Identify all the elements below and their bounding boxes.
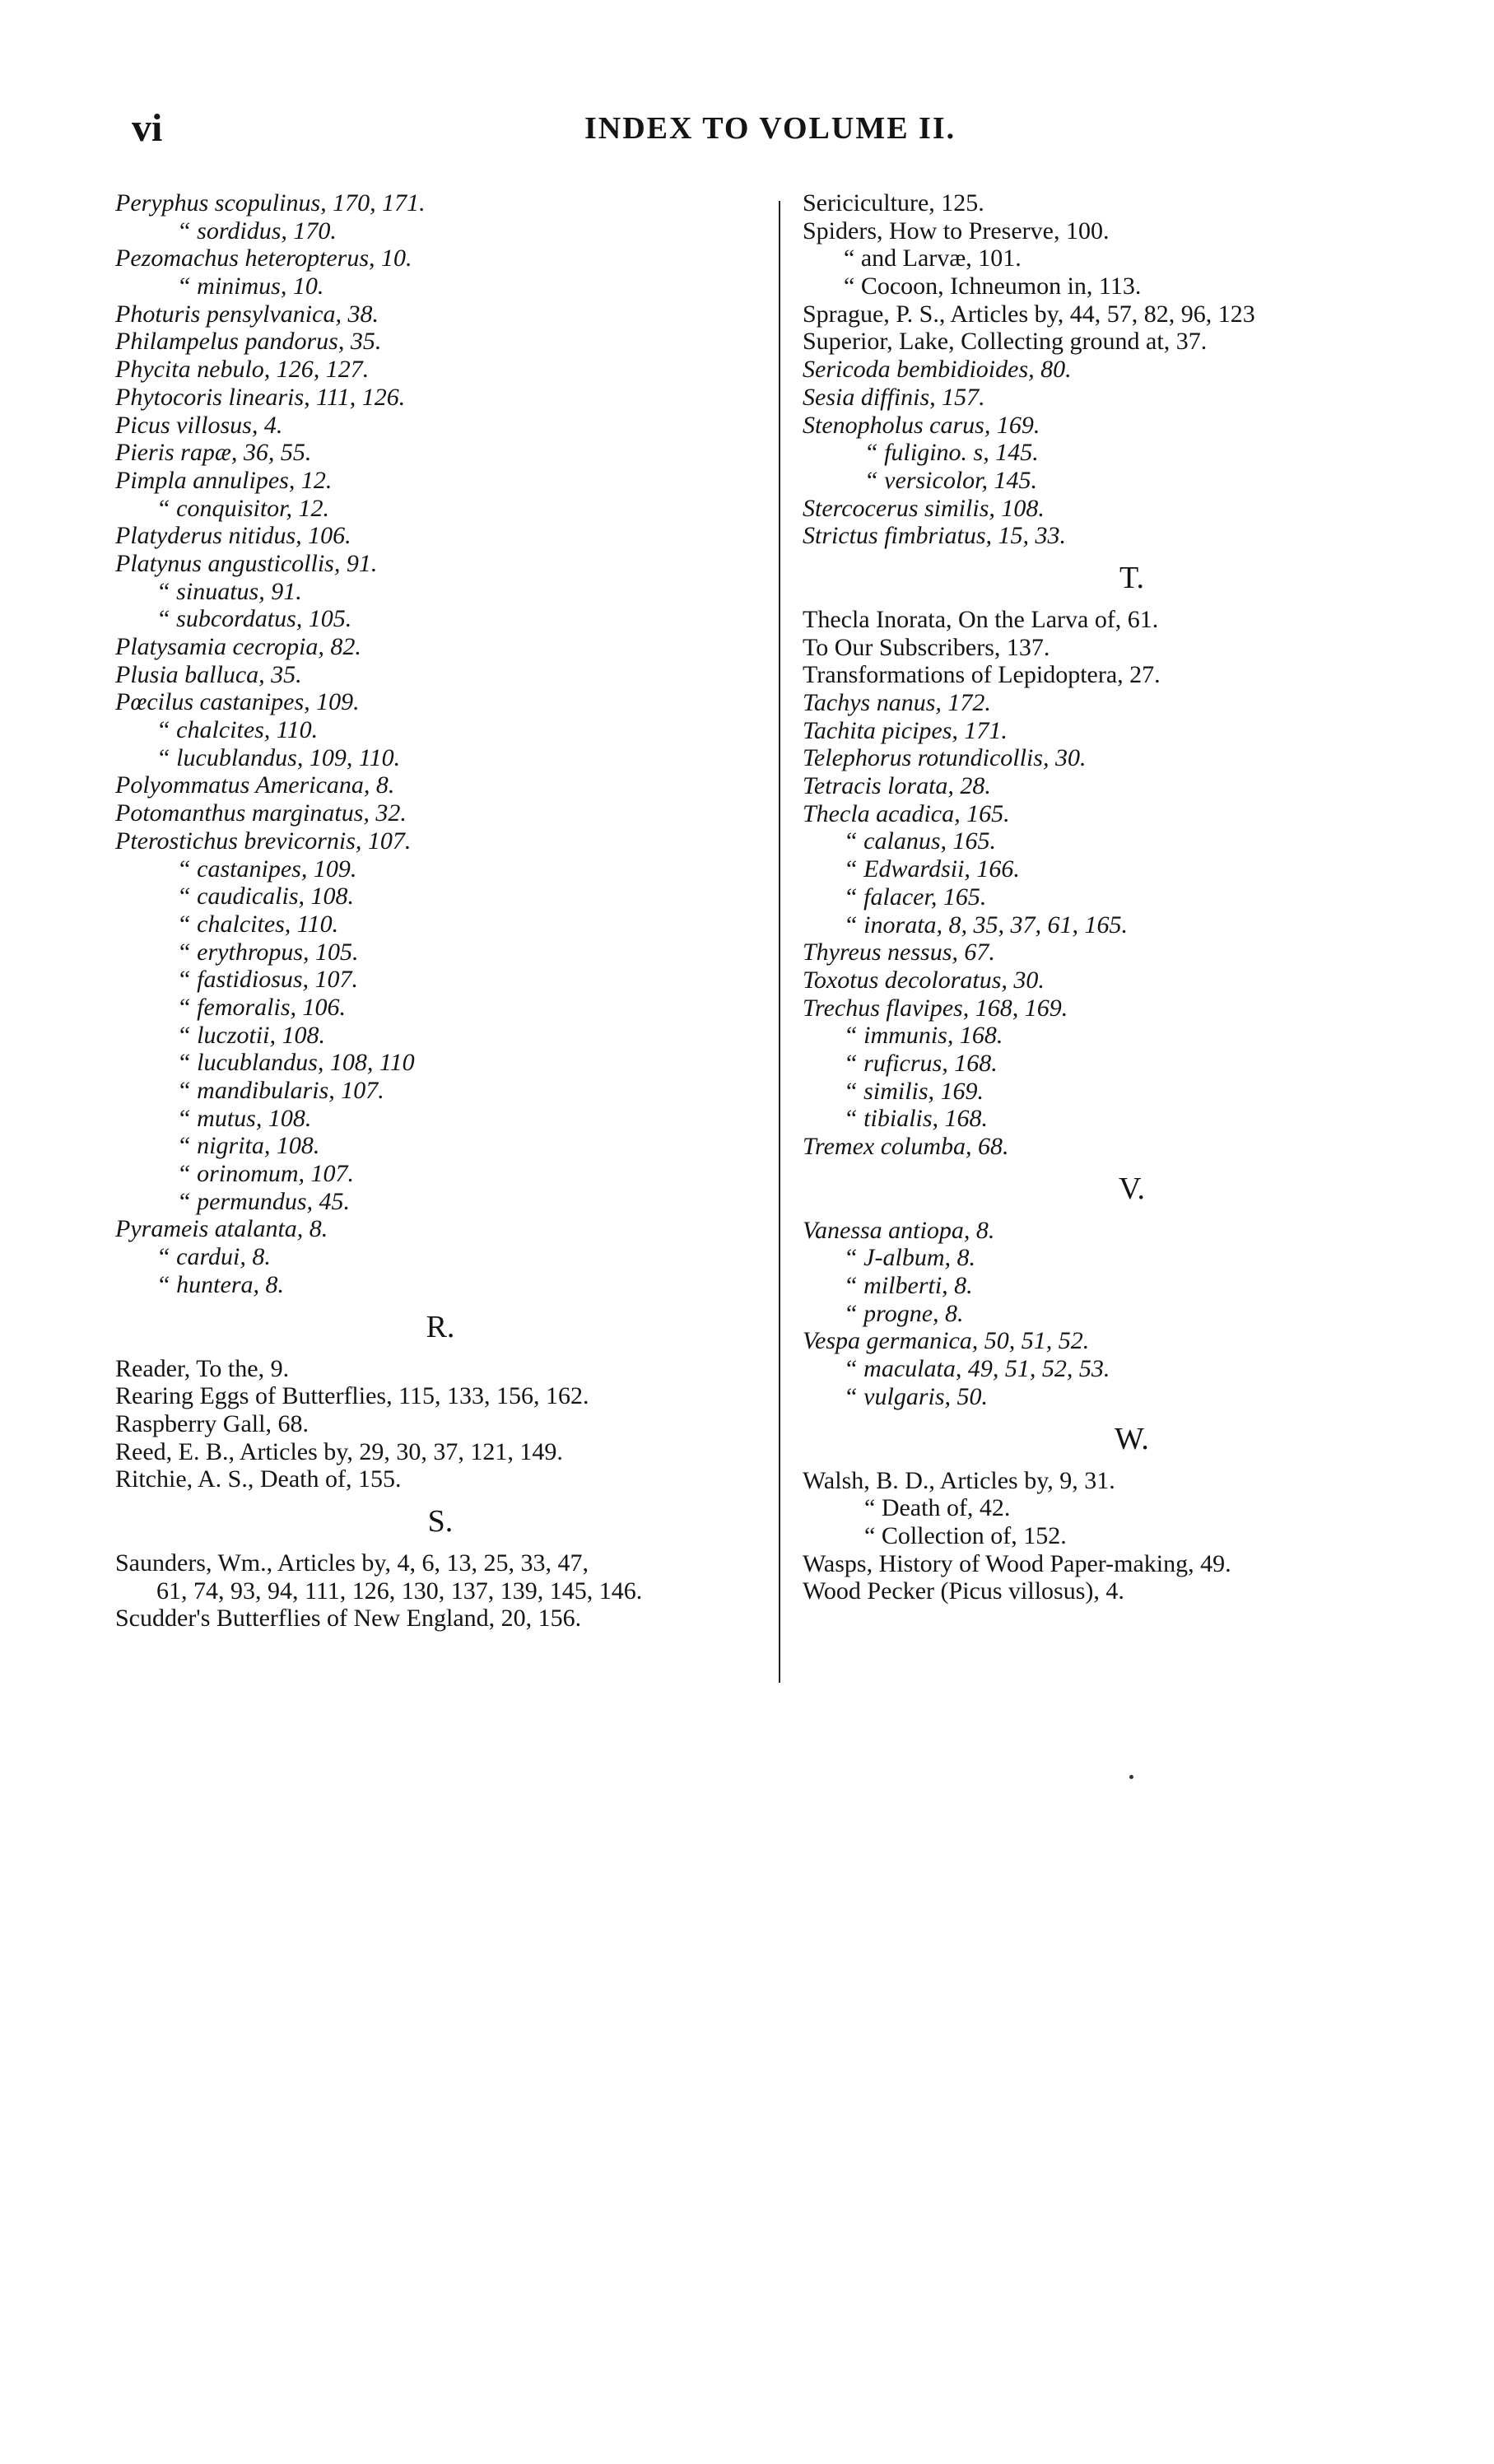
index-group-p (115, 189, 766, 1299)
index-entry: Pœcilus castanipes, 109. (115, 688, 360, 716)
index-entry: Tachys nanus, 172. (803, 689, 991, 716)
index-group-r (115, 1355, 766, 1493)
index-entry: Walsh, B. D., Articles by, 9, 31. (803, 1466, 1115, 1494)
index-group-t (803, 606, 1461, 1161)
index-entry: “ chalcites, 110. (177, 910, 339, 938)
index-entry: “ J-album, 8. (844, 1244, 975, 1272)
index-entry: “ progne, 8. (844, 1299, 964, 1327)
index-entry: Platysamia cecropia, 82. (115, 633, 361, 660)
index-entry: To Our Subscribers, 137. (803, 633, 1050, 661)
index-entry: “ lucublandus, 108, 110 (177, 1049, 415, 1077)
index-entry: “ nigrita, 108. (177, 1132, 320, 1160)
index-entry: “ chalcites, 110. (156, 716, 319, 744)
index-entry: Tachita picipes, 171. (803, 716, 1008, 744)
section-heading-w: W. (1115, 1421, 1149, 1456)
index-group-s (115, 1549, 766, 1633)
index-entry: “ erythropus, 105. (177, 938, 359, 966)
index-entry: “ caudicalis, 108. (177, 883, 354, 911)
index-entry: “ Edwardsii, 166. (844, 855, 1020, 883)
index-entry: Potomanthus marginatus, 32. (115, 799, 407, 827)
index-entry: Wood Pecker (Picus villosus), 4. (803, 1577, 1124, 1605)
index-entry: “ femoralis, 106. (177, 993, 347, 1021)
index-entry: “ mutus, 108. (177, 1104, 312, 1132)
index-entry: Sericoda bembidioides, 80. (803, 356, 1072, 384)
running-title: INDEX TO VOLUME II. (584, 111, 956, 146)
index-entry: Platynus angusticollis, 91. (115, 549, 378, 577)
index-entry: Transformations of Lepidoptera, 27. (803, 661, 1161, 689)
index-entry: “ Death of, 42. (864, 1494, 1011, 1522)
index-entry: Thecla acadica, 165. (803, 799, 1010, 827)
index-entry: Photuris pensylvanica, 38. (115, 300, 379, 328)
column-divider (779, 201, 780, 1683)
index-entry: Peryphus scopulinus, 170, 171. (115, 189, 426, 217)
index-entry: “ minimus, 10. (177, 272, 324, 300)
section-heading-t: T. (1119, 560, 1144, 595)
index-entry: “ maculata, 49, 51, 52, 53. (844, 1355, 1110, 1383)
index-entry: “ permundus, 45. (177, 1187, 351, 1215)
index-entry: Sericiculture, 125. (803, 189, 984, 217)
index-entry: Trechus flavipes, 168, 169. (803, 994, 1068, 1022)
index-entry: Plusia balluca, 35. (115, 660, 302, 688)
index-entry: 61, 74, 93, 94, 111, 126, 130, 137, 139, 145, 146. (156, 1577, 643, 1605)
index-entry: “ falacer, 165. (844, 883, 987, 911)
index-entry: “ mandibularis, 107. (177, 1077, 384, 1104)
section-heading-s: S. (427, 1503, 454, 1539)
index-entry: “ ruficrus, 168. (844, 1049, 998, 1077)
index-entry: “ similis, 169. (844, 1077, 984, 1105)
index-entry: “ conquisitor, 12. (156, 494, 330, 522)
section-heading-r: R. (426, 1309, 455, 1344)
section-heading-v: V. (1118, 1171, 1146, 1206)
index-entry: “ inorata, 8, 35, 37, 61, 165. (844, 911, 1129, 939)
index-entry: Philampelus pandorus, 35. (115, 328, 382, 356)
index-entry: Saunders, Wm., Articles by, 4, 6, 13, 25, 33, 47, (115, 1549, 589, 1577)
page-number: vi (132, 106, 163, 150)
index-entry: “ fuligino. s, 145. (864, 439, 1039, 467)
index-entry: Strictus fimbriatus, 15, 33. (803, 522, 1067, 550)
index-entry: “ lucublandus, 109, 110. (156, 743, 401, 771)
index-entry: Pezomachus heteropterus, 10. (115, 245, 412, 272)
index-entry: Picus villosus, 4. (115, 411, 283, 439)
index-entry: Ritchie, A. S., Death of, 155. (115, 1465, 402, 1493)
index-entry: Stercocerus similis, 108. (803, 494, 1045, 522)
index-entry: Tetracis lorata, 28. (803, 772, 991, 800)
index-column-right (803, 189, 1461, 1605)
index-entry: Stenopholus carus, 169. (803, 411, 1040, 439)
page-header (0, 0, 1494, 165)
index-entry: “ huntera, 8. (156, 1270, 285, 1298)
index-entry: Wasps, History of Wood Paper-making, 49. (803, 1549, 1231, 1577)
index-entry: Pimpla annulipes, 12. (115, 466, 333, 494)
index-entry: Raspberry Gall, 68. (115, 1409, 309, 1437)
index-entry: “ orinomum, 107. (177, 1160, 355, 1188)
index-group-s-cont (803, 189, 1461, 550)
index-entry: Reed, E. B., Articles by, 29, 30, 37, 121, 149. (115, 1437, 563, 1465)
index-entry: “ cardui, 8. (156, 1243, 271, 1271)
index-entry: “ luczotii, 108. (177, 1021, 326, 1049)
index-entry: “ Collection of, 152. (864, 1521, 1067, 1549)
index-entry: Polyommatus Americana, 8. (115, 771, 395, 799)
index-entry: Telephorus rotundicollis, 30. (803, 744, 1087, 772)
index-entry: Rearing Eggs of Butterflies, 115, 133, 156, 162. (115, 1382, 589, 1410)
index-entry: Pieris rapæ, 36, 55. (115, 439, 312, 467)
index-entry: Pyrameis atalanta, 8. (115, 1215, 328, 1243)
index-entry: “ fastidiosus, 107. (177, 966, 359, 994)
index-entry: “ and Larvæ, 101. (844, 245, 1022, 272)
index-entry: “ tibialis, 168. (844, 1105, 989, 1133)
index-entry: “ calanus, 165. (844, 827, 997, 855)
index-entry: “ milberti, 8. (844, 1272, 973, 1300)
index-entry: Thyreus nessus, 67. (803, 939, 995, 967)
index-entry: “ immunis, 168. (844, 1022, 1003, 1050)
index-entry: Sprague, P. S., Articles by, 44, 57, 82, 96, 123 (803, 300, 1255, 328)
index-entry: “ sinuatus, 91. (156, 577, 302, 605)
index-entry: “ castanipes, 109. (177, 855, 357, 883)
index-entry: Phytocoris linearis, 111, 126. (115, 383, 406, 411)
index-entry: “ Cocoon, Ichneumon in, 113. (844, 272, 1142, 300)
index-entry: Vespa germanica, 50, 51, 52. (803, 1327, 1090, 1355)
index-entry: Tremex columba, 68. (803, 1133, 1009, 1160)
index-group-v (803, 1217, 1461, 1411)
index-entry: Sesia diffinis, 157. (803, 383, 985, 411)
index-entry: “ sordidus, 170. (177, 217, 337, 245)
index-group-w (803, 1467, 1461, 1605)
index-entry: Thecla Inorata, On the Larva of, 61. (803, 605, 1159, 633)
index-entry: Pterostichus brevicornis, 107. (115, 827, 412, 855)
index-entry: Platyderus nitidus, 106. (115, 522, 351, 550)
index-entry: “ vulgaris, 50. (844, 1382, 989, 1410)
index-entry: Scudder's Butterflies of New England, 20, 156. (115, 1605, 582, 1633)
index-entry: Vanessa antiopa, 8. (803, 1216, 995, 1244)
index-entry: Spiders, How to Preserve, 100. (803, 217, 1110, 245)
index-entry: “ subcordatus, 105. (156, 605, 352, 633)
index-entry: Toxotus decoloratus, 30. (803, 966, 1045, 994)
index-entry: Superior, Lake, Collecting ground at, 37. (803, 328, 1208, 356)
index-entry: Phycita nebulo, 126, 127. (115, 356, 370, 384)
index-column-left (115, 189, 766, 1633)
stray-mark (1129, 1775, 1133, 1779)
index-entry: Reader, To the, 9. (115, 1354, 290, 1382)
index-entry: “ versicolor, 145. (864, 466, 1037, 494)
